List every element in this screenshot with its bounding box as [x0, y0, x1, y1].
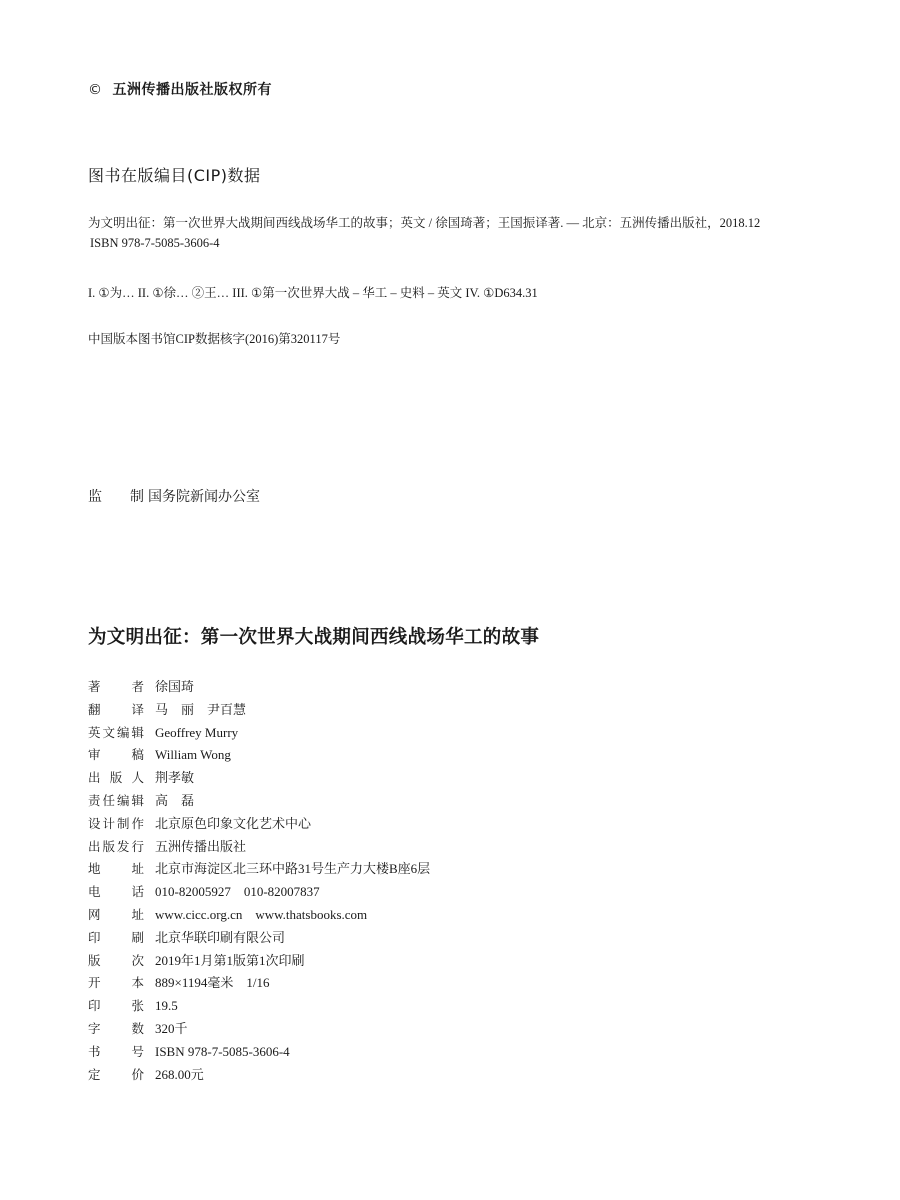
credit-label: 英文编辑 — [88, 724, 144, 740]
credit-row — [88, 881, 430, 904]
credit-value: 北京原色印象文化艺术中心 — [155, 815, 312, 831]
credit-value: 高 磊 — [155, 792, 195, 808]
copyright-symbol: © — [88, 82, 103, 98]
cip-data-number: 中国版本图书馆CIP数据核字(2016)第320117号 — [88, 332, 341, 346]
credit-label: 出版人 — [88, 770, 144, 786]
credit-value: 荆孝敏 — [155, 770, 195, 786]
credit-value: ISBN 978-7-5085-3606-4 — [155, 1043, 290, 1059]
credit-row — [88, 950, 430, 973]
credit-row — [88, 699, 430, 722]
credit-row — [88, 858, 430, 881]
copyright-text: 五洲传播出版社版权所有 — [112, 82, 272, 98]
credit-label: 著者 — [88, 679, 144, 694]
credit-label: 书号 — [88, 1043, 144, 1059]
credit-row — [88, 1064, 430, 1087]
copyright-notice — [88, 79, 272, 99]
credit-label: 网址 — [88, 906, 144, 922]
credit-label: 开本 — [88, 975, 144, 991]
cip-heading: 图书在版编目(CIP)数据 — [88, 166, 261, 185]
credit-row — [88, 1041, 430, 1064]
credit-value: 五洲传播出版社 — [155, 838, 247, 854]
credit-value: 徐国琦 — [155, 679, 195, 694]
credit-row — [88, 927, 430, 950]
credit-row — [88, 1018, 430, 1041]
credit-row — [88, 722, 430, 745]
credit-value: 268.00元 — [155, 1066, 204, 1082]
credit-label: 字数 — [88, 1020, 144, 1036]
credit-value: 北京市海淀区北三环中路31号生产力大楼B座6层 — [155, 861, 431, 877]
credit-value: 北京华联印刷有限公司 — [155, 929, 286, 945]
credit-value: 320千 — [155, 1020, 188, 1036]
credit-row — [88, 972, 430, 995]
credit-label: 审稿 — [88, 747, 144, 763]
cip-isbn: ISBN 978-7-5085-3606-4 — [90, 236, 220, 250]
cip-entry: 为文明出征：第一次世界大战期间西线战场华工的故事；英文 / 徐国琦著；王国振译著. — 北京：五洲传播出版社，2018.12 — [88, 216, 761, 230]
credit-value: 2019年1月第1版第1次印刷 — [155, 952, 305, 968]
credit-value: 889×1194毫米 1/16 — [155, 975, 270, 991]
credit-row — [88, 676, 430, 699]
supervisor-label: 监 制 — [88, 489, 144, 505]
supervisor-value: 国务院新闻办公室 — [148, 490, 260, 505]
credit-label: 地址 — [88, 861, 144, 877]
credit-label: 翻译 — [88, 701, 144, 717]
credit-label: 电话 — [88, 884, 144, 900]
credit-row — [88, 904, 430, 927]
credits-list — [88, 676, 430, 1086]
credit-value: 010-82005927 010-82007837 — [155, 884, 320, 900]
credit-label: 设计制作 — [88, 815, 144, 831]
credit-value: 19.5 — [155, 998, 178, 1014]
credit-label: 出版发行 — [88, 838, 144, 854]
credit-row — [88, 744, 430, 767]
credit-row — [88, 813, 430, 836]
credit-value: 马 丽 尹百慧 — [155, 701, 247, 717]
credit-label: 版次 — [88, 952, 144, 968]
credit-value: William Wong — [155, 747, 231, 763]
credit-label: 责任编辑 — [88, 792, 144, 808]
credit-row — [88, 790, 430, 813]
credit-value: Geoffrey Murry — [155, 724, 239, 740]
credit-row — [88, 836, 430, 859]
credit-label: 印张 — [88, 998, 144, 1014]
credit-label: 定价 — [88, 1066, 144, 1082]
credit-row — [88, 995, 430, 1018]
credit-row — [88, 767, 430, 790]
supervisor-line — [88, 486, 260, 506]
credit-label: 印刷 — [88, 929, 144, 945]
cip-classification: I. ①为… II. ①徐… ②王… III. ①第一次世界大战 – 华工 – 史料 – 英文 IV. ①D634.31 — [88, 286, 538, 300]
book-title: 为文明出征：第一次世界大战期间西线战场华工的故事 — [88, 627, 540, 648]
credit-value: www.cicc.org.cn www.thatsbooks.com — [155, 906, 368, 922]
